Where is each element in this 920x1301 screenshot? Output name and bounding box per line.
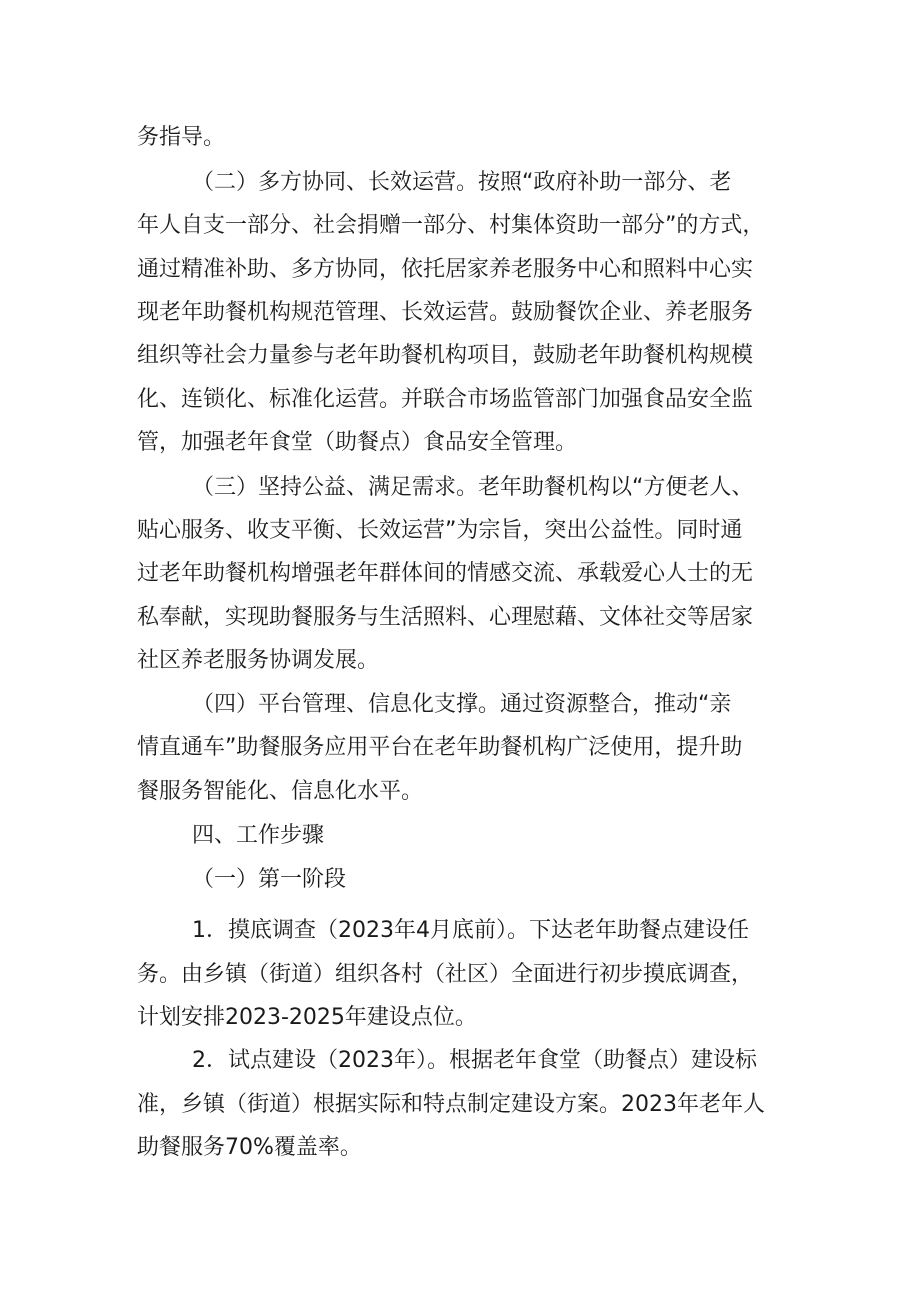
- text-line-21: 计划安排2023-2025年建设点位。: [137, 1005, 477, 1030]
- text-line-2: （二）多方协同、长效运营。按照“政府补助一部分、老: [192, 170, 732, 195]
- text-line-16: 餐服务智能化、信息化水平。: [137, 779, 424, 804]
- text-line-1: 务指导。: [137, 125, 226, 150]
- text-line-8: 管，加强老年食堂（助餐点）食品安全管理。: [137, 430, 578, 455]
- text-line-6: 组织等社会力量参与老年助餐机构项目，鼓励老年助餐机构规模: [137, 343, 754, 368]
- section-heading: 四、工作步骤: [192, 823, 325, 848]
- text-line-11: 过老年助餐机构增强老年群体间的情感交流、承载爱心人士的无: [137, 561, 754, 586]
- text-line-24: 助餐服务70%覆盖率。: [137, 1135, 362, 1160]
- text-line-12: 私奉献，实现助餐服务与生活照料、心理慰藉、文体社交等居家: [137, 605, 754, 630]
- text-line-10: 贴心服务、收支平衡、长效运营”为宗旨，突出公益性。同时通: [137, 518, 743, 543]
- text-line-5: 现老年助餐机构规范管理、长效运营。鼓励餐饮企业、养老服务: [137, 300, 754, 325]
- text-line-22: 2．试点建设（2023年）。根据老年食堂（助餐点）建设标: [192, 1048, 757, 1073]
- text-line-9: （三）坚持公益、满足需求。老年助餐机构以“方便老人、: [192, 475, 754, 500]
- text-line-4: 通过精准补助、多方协同，依托居家养老服务中心和照料中心实: [137, 257, 754, 282]
- text-line-13: 社区养老服务协调发展。: [137, 648, 380, 673]
- text-line-19: 1．摸底调查（2023年4月底前）。下达老年助餐点建设任: [192, 918, 749, 943]
- text-line-7: 化、连锁化、标准化运营。并联合市场监管部门加强食品安全监: [137, 387, 754, 412]
- text-line-3: 年人自支一部分、社会捐赠一部分、村集体资助一部分”的方式，: [137, 213, 765, 238]
- text-line-14: （四）平台管理、信息化支撑。通过资源整合，推动“亲: [192, 692, 732, 717]
- text-line-20: 务。由乡镇（街道）组织各村（社区）全面进行初步摸底调查，: [137, 962, 754, 987]
- text-line-15: 情直通车”助餐服务应用平台在老年助餐机构广泛使用，提升助: [137, 735, 743, 760]
- text-line-23: 准，乡镇（街道）根据实际和特点制定建设方案。2023年老年人: [137, 1092, 765, 1117]
- subsection-heading: （一）第一阶段: [192, 867, 347, 892]
